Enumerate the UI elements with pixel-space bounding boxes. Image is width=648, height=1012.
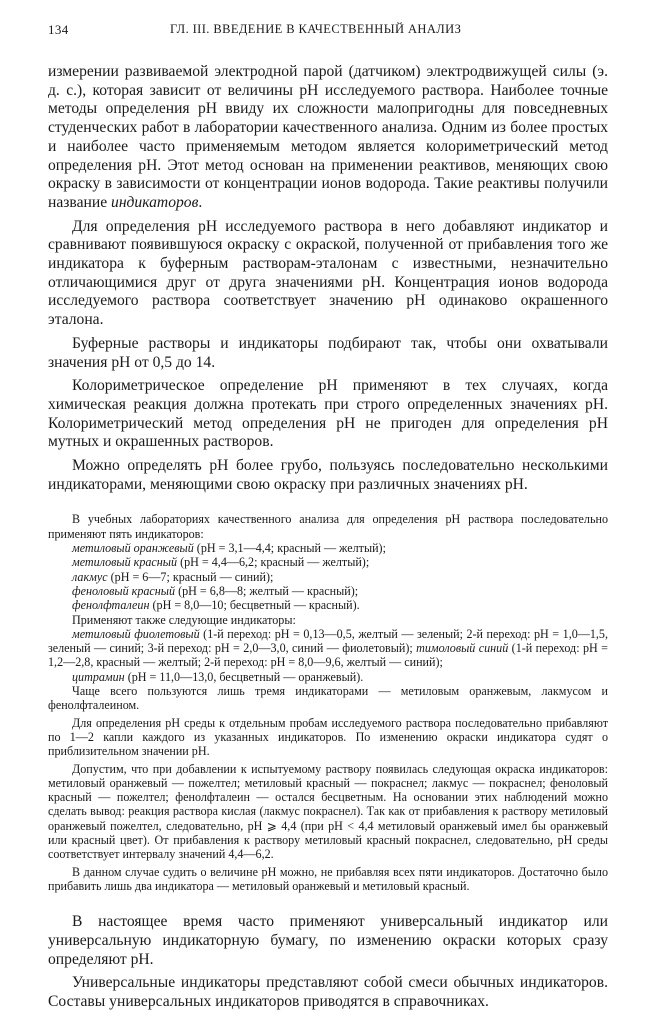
paragraph-5: Можно определять pH более грубо, пользуясь последовательно несколькими индикаторами, меняющими свою окраску при различных значениях pH. [48,457,608,493]
paragraph-7: Универсальные индикаторы представляют собой смеси обычных индикаторов. Составы универсальных индикаторов приводятся в справочниках. [48,974,608,1010]
paragraph-1: измерении развиваемой электродной парой (датчиком) электродвижущей силы (э. д. с.), которая зависит от величины pH исследуемого раствора. Наиболее точные методы определения pH ввиду их сложности малопригодны для повседневных студенческих работ в лаборатории качественного анализа. Одним из более простых и наиболее часто применяемым методом является колориметрический метод определения pH. Этот метод основан на применении реактивов, меняющих свою окраску в зависимости от концентрации ионов водорода. Такие реактивы получили название индикаторов. [48,63,608,211]
small-note-2: Для определения pH среды к отдельным пробам исследуемого раствора последовательно прибавляют по 1—2 капли каждого из указанных индикаторов. По изменению окраски индикатора судят о приблизительном значении pH. [48,715,608,759]
indicator-item: метиловый красный (pH = 4,4—6,2; красный — желтый); [72,555,370,570]
page-number: 134 [48,22,69,37]
book-page [48,22,608,1012]
indicator-item: лакмус (pH = 6—7; красный — синий); [72,569,274,584]
indicator-item: фенолфталеин (pH = 8,0—10; бесцветный — красный). [72,598,360,613]
closing-text [48,913,608,1012]
also-used-label: Применяют также следующие индикаторы: [72,612,296,627]
main-text [48,63,608,494]
small-conclusion: В данном случае судить о величине pH можно, не прибавляя всех пяти индикаторов. Достаточно было прибавить лишь два индикатора — метиловый оранжевый и метиловый красный. [48,864,608,893]
paragraph-4: Колориметрическое определение pH применяют в тех случаях, когда химическая реакция должна протекать при строго определенных значениях pH. Колориметрический метод определения pH не пригоден для определения pH мутных и окрашенных растворов. [48,377,608,451]
small-note-1: Чаще всего пользуются лишь тремя индикаторами — метиловым оранжевым, лакмусом и фенолфталеином. [48,684,608,713]
extra-indicator-item: цитрамин (pH = 11,0—13,0, бесцветный — оранжевый). [72,669,364,684]
chapter-title: ГЛ. III. ВВЕДЕНИЕ В КАЧЕСТВЕННЫЙ АНАЛИЗ [170,22,462,36]
extra-indicators: метиловый фиолетовый (1-й переход: pH = 0,13—0,5, желтый — зеленый; 2-й переход: pH = 1,0—1,5, зеленый — синий; 3-й переход: pH = 2,0—3,0, синий — фиолетовый); тимоловый синий (1-й переход: pH = 1,2—2,8, красный — желтый; 2-й переход: pH = 8,0—9,6, желтый — синий); [48,626,609,670]
paragraph-2: Для определения pH исследуемого раствора в него добавляют индикатор и сравнивают появившуюся окраску с окраской, полученной от прибавления того же индикатора к буферным растворам-эталонам с известными, незначительно отличающимися друг от друга значениями pH. Концентрация ионов водорода исследуемого раствора соответствует значению pH одинаково окрашенного эталона. [48,217,608,329]
indicator-item: метиловый оранжевый (pH = 3,1—4,4; красный — желтый); [72,541,386,556]
indicator-item: феноловый красный (pH = 6,8—8; желтый — красный); [72,583,359,598]
indicator-list [48,541,608,627]
paragraph-6: В настоящее время часто применяют универсальный индикатор или универсальную индикаторную бумагу, по изменению окраски которых сразу определяют pH. [48,913,608,968]
term-indicators: индикаторов [111,193,199,211]
small-intro: В учебных лабораториях качественного анализа для определения pH раствора последовательно применяют пять индикаторов: [48,512,608,541]
small-example: Допустим, что при добавлении к испытуемому раствору появилась следующая окраска индикаторов: метиловый оранжевый — пожелтел; метиловый красный — покраснел; лакмус — покраснел; феноловый красный — пожелтел; фенолфталеин — остался бесцветным. На основании этих наблюдений можно сделать вывод: реакция раствора кислая (лакмус покраснел). Так как от прибавления к раствору метиловый оранжевый пожелтел, следовательно, pH ⩾ 4,4 (при pH < 4,4 метиловый оранжевый имел бы оранжевый или красный цвет). От прибавления к раствору метиловый красный покраснел, следовательно, pH среды соответствует интервалу значений 4,4—6,2. [48,761,608,862]
paragraph-3: Буферные растворы и индикаторы подбирают так, чтобы они охватывали значения pH от 0,5 до 14. [48,334,608,371]
running-header [48,22,608,42]
small-print-block [48,512,608,893]
